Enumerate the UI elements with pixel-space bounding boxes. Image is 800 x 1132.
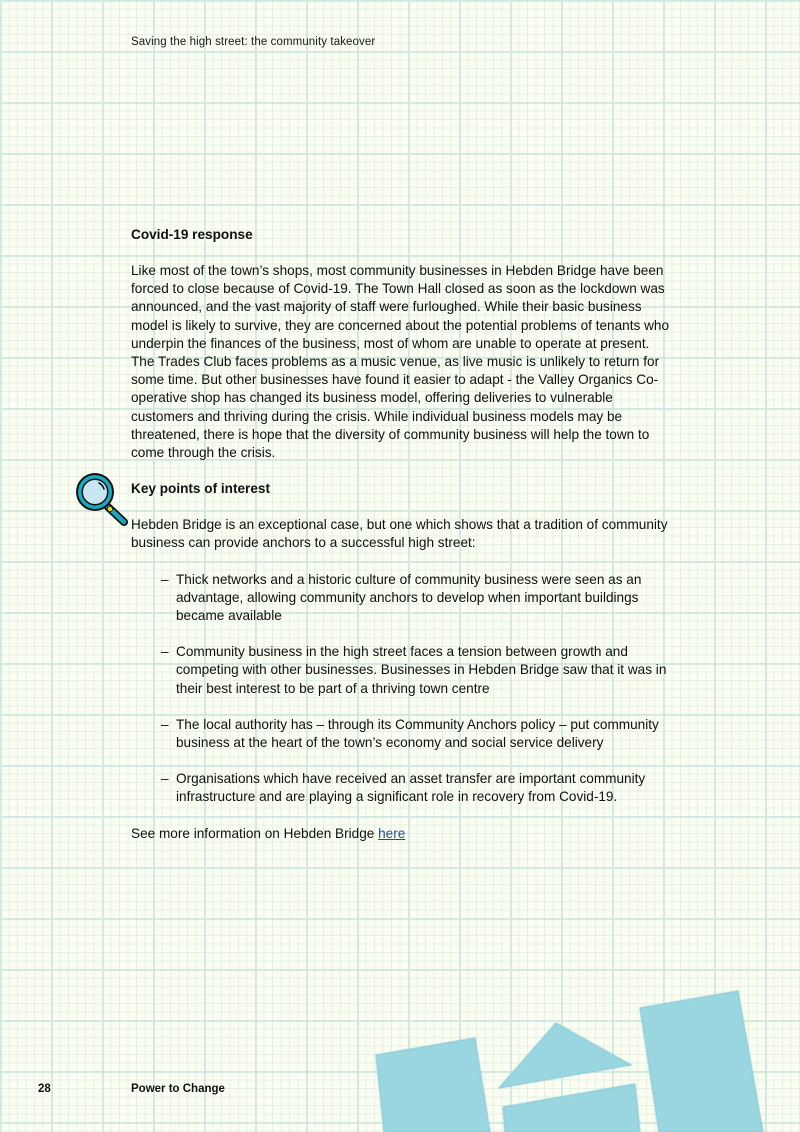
more-info-link[interactable]: here bbox=[378, 825, 406, 841]
more-info-line bbox=[131, 825, 676, 843]
roof-triangle-shape bbox=[499, 1023, 631, 1088]
key-points-intro: Hebden Bridge is an exceptional case, but one which shows that a tradition of community business can provide anchors to a successful high street: bbox=[131, 517, 668, 551]
running-header: Saving the high street: the community takeover bbox=[131, 36, 376, 48]
list-item-text: The local authority has – through its Community Anchors policy – put community business at the heart of the town’s economy and social service delivery bbox=[176, 716, 659, 751]
bullet-dash: – bbox=[161, 716, 169, 732]
list-item bbox=[161, 571, 676, 626]
key-points-list bbox=[131, 571, 676, 807]
covid-response-heading: Covid-19 response bbox=[131, 227, 253, 242]
page-number: 28 bbox=[38, 1083, 51, 1095]
list-item-text: Organisations which have received an asset transfer are important community infrastructure and are playing a significant role in recovery from Covid-19. bbox=[176, 771, 646, 805]
magnifying-glass-icon bbox=[72, 469, 130, 527]
footer-brand: Power to Change bbox=[131, 1083, 225, 1095]
list-item bbox=[161, 643, 676, 698]
key-points-heading: Key points of interest bbox=[131, 481, 270, 497]
more-info-text: See more information on Hebden Bridge bbox=[131, 825, 379, 841]
building-block-left-shape bbox=[376, 1038, 490, 1132]
building-block-middle-shape bbox=[503, 1084, 640, 1132]
bullet-dash: – bbox=[161, 571, 169, 587]
main-content bbox=[131, 226, 676, 861]
building-block-right-shape bbox=[640, 991, 763, 1132]
list-item-text: Thick networks and a historic culture of community business were seen as an advantage, allowing community anchors to develop when important buildings became available bbox=[176, 571, 642, 624]
bullet-dash: – bbox=[161, 644, 169, 660]
list-item bbox=[161, 770, 676, 806]
list-item-text: Community business in the high street faces a tension between growth and competing with other businesses. Businesses in Hebden Bridge saw that it was in their best interest to be part of a thriving town centre bbox=[176, 644, 667, 696]
covid-response-paragraph: Like most of the town’s shops, most community businesses in Hebden Bridge have been forced to close because of Covid-19. The Town Hall closed as soon as the lockdown was announced, and the vast majority of staff were furloughed. While their basic business model is likely to survive, they are concerned about the potential problems of tenants who underpin the finances of the business, most of whom are unable to operate at present. The Trades Club faces problems as a music venue, as live music is unlikely to return for some time. But other businesses have found it easier to adapt - the Valley Organics Co-operative shop has changed its business model, offering deliveries to vulnerable customers and thriving during the crisis. While individual business models may be threatened, there is hope that the diversity of community business will help the town to come through the crisis. bbox=[131, 263, 670, 461]
list-item bbox=[161, 716, 676, 752]
bullet-dash: – bbox=[161, 771, 169, 787]
